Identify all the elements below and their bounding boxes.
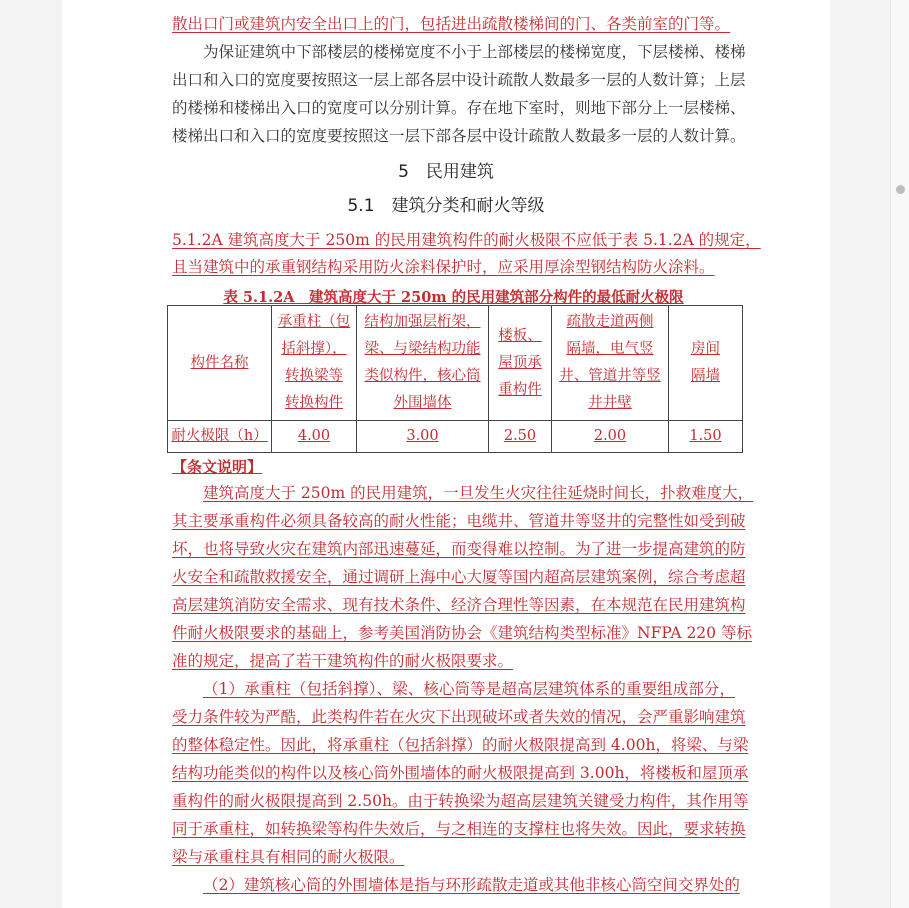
- explanation-line: 重构件的耐火极限提高到 2.50h。由于转换梁为超高层建筑关键受力构件，其作用等: [172, 792, 749, 810]
- header-line: 隔墙，电气竖: [566, 341, 654, 357]
- explanation-line: 件耐火极限要求的基础上，参考美国消防协会《建筑结构类型标准》NFPA 220 等标: [172, 624, 752, 642]
- value-cell: 4.00: [272, 421, 357, 453]
- header-line: 隔墙: [691, 368, 720, 384]
- scrollbar-thumb[interactable]: [896, 185, 905, 194]
- explanation-line: 同于承重柱，如转换梁等构件失效后，与之相连的支撑柱也将失效。因此，要求转换: [172, 820, 746, 838]
- table-row: [168, 421, 743, 453]
- value-cell: 3.00: [357, 421, 489, 453]
- header-line: 梁、与梁结构功能: [364, 341, 481, 357]
- header-cell: 构件名称: [168, 306, 272, 421]
- header-line: 转换梁等: [285, 368, 343, 384]
- header-line: 重构件: [498, 381, 542, 398]
- header-line: 承重柱（包: [277, 314, 351, 330]
- explanation-line: 的整体稳定性。因此，将承重柱（包括斜撑）的耐火极限提高到 4.00h，将梁、与梁: [172, 736, 749, 754]
- header-cell: [357, 306, 489, 421]
- paragraph-line: 楼梯出口和入口的宽度要按照这一层下部各层中设计疏散人数最多一层的人数计算。: [172, 127, 746, 145]
- header-line: 屋顶承: [498, 354, 542, 371]
- row-label: 耐火极限（h）: [168, 421, 272, 453]
- header-line: 括斜撑），: [281, 341, 347, 357]
- header-cell: [669, 306, 743, 421]
- explanation-label: 【条文说明】: [172, 458, 263, 476]
- explanation-line: 准的规定，提高了若干建筑构件的耐火极限要求。: [172, 652, 514, 670]
- value-cell: 2.50: [489, 421, 552, 453]
- header-line: 转换构件: [285, 395, 343, 411]
- header-line: 类似构件，核心筒: [364, 368, 481, 384]
- header-line: 疏散走道两侧: [566, 314, 654, 330]
- explanation-line: （2）建筑核心筒的外围墙体是指与环形疏散走道或其他非核心筒空间交界处的: [203, 876, 740, 894]
- value-cell: 2.00: [552, 421, 669, 453]
- explanation-line: （1）承重柱（包括斜撑）、梁、核心筒等是超高层建筑体系的重要组成部分，: [203, 680, 735, 698]
- paragraph-line: 为保证建筑中下部楼层的楼梯宽度不小于上部楼层的楼梯宽度，下层楼梯、楼梯: [203, 43, 746, 61]
- value-cell: 1.50: [669, 421, 743, 453]
- chapter-heading: 5 民用建筑: [398, 162, 494, 182]
- clause-line: 且当建筑中的承重钢结构采用防火涂料保护时，应采用厚涂型钢结构防火涂料。: [172, 258, 715, 276]
- explanation-line: 建筑高度大于 250m 的民用建筑，一旦发生火灾往往延烧时间长，扑救难度大，: [203, 484, 754, 502]
- header-line: 房间: [691, 341, 720, 357]
- paragraph-line: 散出口门或建筑内安全出口上的门，包括进出疏散楼梯间的门、各类前室的门等。: [172, 15, 731, 33]
- header-line: 结构加强层桁架，: [364, 314, 481, 330]
- header-cell: [489, 306, 552, 421]
- header-cell: [552, 306, 669, 421]
- header-line: 井、管道井等竖: [559, 368, 661, 384]
- explanation-line: 高层建筑消防安全需求、现有技术条件、经济合理性等因素，在本规范在民用建筑构: [172, 596, 746, 614]
- explanation-line: 火安全和疏散救援安全，通过调研上海中心大厦等国内超高层建筑案例，综合考虑超: [172, 568, 746, 586]
- explanation-line: 其主要承重构件必须具备较高的耐火性能；电缆井、管道井等竖井的完整性如受到破: [172, 512, 746, 530]
- header-line: 外围墙体: [393, 395, 452, 411]
- explanation-line: 结构功能类似的构件以及核心筒外围墙体的耐火极限提高到 3.00h，将楼板和屋顶承: [172, 764, 749, 782]
- scrollbar[interactable]: [890, 0, 909, 908]
- clause-line: 5.1.2A 建筑高度大于 250m 的民用建筑构件的耐火极限不应低于表 5.1.2A 的规定，: [172, 231, 761, 249]
- section-heading: 5.1 建筑分类和耐火等级: [347, 196, 545, 216]
- paragraph-line: 出口和入口的宽度要按照这一层上部各层中设计疏散人数最多一层的人数计算；上层: [172, 71, 746, 89]
- header-line: 井井壁: [588, 395, 632, 411]
- table-caption: 表 5.1.2A 建筑高度大于 250m 的民用建筑部分构件的最低耐火极限: [223, 289, 684, 306]
- explanation-line: 坏，也将导致火灾在建筑内部迅速蔓延，而变得难以控制。为了进一步提高建筑的防: [172, 540, 746, 558]
- header-cell: [272, 306, 357, 421]
- explanation-line: 梁与承重柱具有相同的耐火极限。: [172, 848, 405, 866]
- header-line: 楼板、: [498, 327, 542, 344]
- table-header-row: [168, 306, 743, 421]
- paragraph-line: 的楼梯和楼梯出入口的宽度可以分别计算。存在地下室时，则地下部分上一层楼梯、: [172, 99, 746, 117]
- explanation-line: 受力条件较为严酷，此类构件若在火灾下出现破坏或者失效的情况，会严重影响建筑: [172, 708, 746, 726]
- fire-resistance-table: [167, 305, 743, 453]
